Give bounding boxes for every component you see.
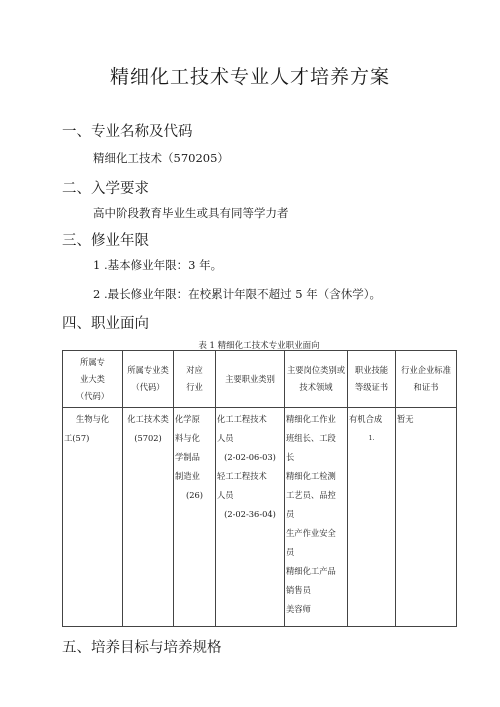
header-category: 所属专 业大类 （代码） [63,351,123,408]
cell-occupation: 化工工程技术 人员 (2-02-06-03) 轻工工程技术 人员 (2-02-36-04) [216,408,285,627]
cell-skill-cert: 有机合成 1. [348,408,396,627]
section-heading-1: 一、专业名称及代码 [62,124,193,140]
cell-industry: 化学原 料与化 学制品 制造业 (26) [174,408,216,627]
section-2-line-1: 高中阶段教育毕业生或具有同等学力者 [93,206,289,220]
header-subcategory: 所属专业类 （代码） [123,351,174,408]
section-heading-5: 五、培养目标与培养规格 [62,640,222,656]
section-heading-3: 三、修业年限 [62,233,149,249]
section-heading-4: 四、职业面向 [62,316,149,332]
section-3-line-2: 2 .最长修业年限：在校累计年限不超过 5 年（含休学）。 [93,287,382,301]
cell-industry-cert: 暂无 [396,408,457,627]
section-heading-2: 二、入学要求 [62,181,149,197]
section-1-line-1: 精细化工技术（570205） [93,151,229,165]
cell-positions: 精细化工作业 班组长、工段 长 精细化工检测 工艺员、品控 员 生产作业安全 员 精细化工产品 销售员 美容师 [285,408,348,627]
table-row [63,408,457,627]
section-3-line-1: 1 .基本修业年限：3 年。 [93,258,223,272]
table-header-row [63,351,457,408]
header-skill-cert: 职业技能 等级证书 [348,351,396,408]
header-occupation: 主要职业类别 [216,351,285,408]
header-positions: 主要岗位类别或 技术领域 [285,351,348,408]
cell-subcategory: 化工技术类 (5702) [123,408,174,627]
career-table [62,350,457,627]
header-industry: 对应 行业 [174,351,216,408]
document-title: 精细化工技术专业人才培养方案 [109,66,390,88]
header-industry-cert: 行业企业标准 和证书 [396,351,457,408]
table-caption: 表 1 精细化工技术专业职业面向 [198,341,320,351]
cell-category: 生物与化 工(57) [63,408,123,627]
